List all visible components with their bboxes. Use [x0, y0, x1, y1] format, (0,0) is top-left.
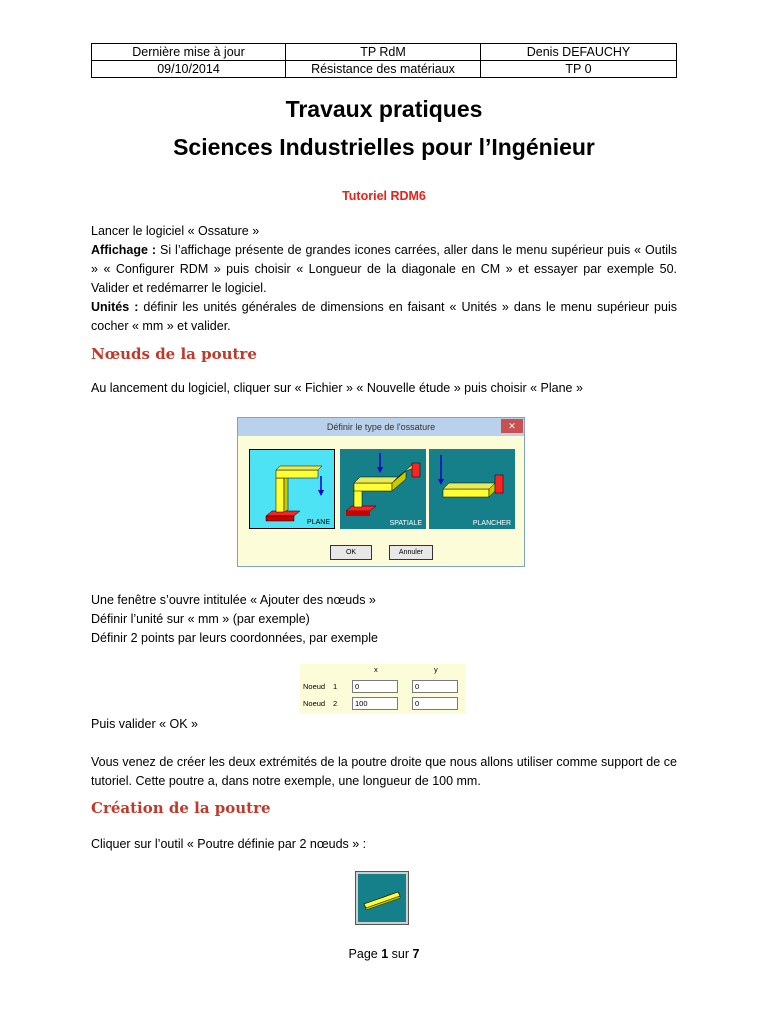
tile-label: PLANCHER: [472, 520, 511, 527]
node2-x-field[interactable]: 100: [352, 697, 398, 710]
tile-plane[interactable]: [249, 449, 335, 529]
ossature-type-dialog: [237, 417, 525, 567]
dialog-title-bar: [238, 418, 524, 436]
plane-frame-icon: [250, 450, 336, 530]
tile-label: PLANE: [307, 519, 330, 526]
spatial-frame-icon: [340, 449, 426, 529]
floor-frame-icon: [429, 449, 515, 529]
footer-page-number: 1: [381, 947, 389, 961]
column-header-x: x: [374, 665, 378, 674]
node-label: Noeud: [303, 699, 326, 708]
validate-line: Puis valider « OK »: [91, 717, 198, 731]
cancel-button[interactable]: Annuler: [389, 545, 433, 560]
header-cell-course: TP RdM: [286, 44, 481, 61]
dialog-title: Définir le type de l'ossature: [326, 422, 436, 432]
page-title-line2: Sciences Industrielles pour l’Ingénieur: [173, 134, 595, 160]
affichage-text: Si l’affichage présente de grandes icones carrées, aller dans le menu supérieur puis « Outils » « Configurer RDM » puis choisir « Longueur de la diagonale en CM » et essayer par exemple 50. Valider et redémarrer le logiciel.: [91, 243, 677, 295]
node1-x-field[interactable]: 0: [352, 680, 398, 693]
page-footer: [0, 947, 768, 961]
beam-icon: [358, 874, 406, 922]
affichage-paragraph: [91, 241, 677, 298]
tile-plancher[interactable]: [429, 449, 515, 529]
tutorial-subtitle: Tutoriel RDM6: [342, 189, 426, 203]
node-number: 2: [333, 699, 338, 708]
page-title: Travaux pratiques: [285, 96, 483, 122]
section-heading-nodes: Nœuds de la poutre: [91, 345, 257, 363]
footer-of-word: sur: [388, 947, 413, 961]
header-cell-update-label: Dernière mise à jour: [92, 44, 286, 61]
beam-tool-icon[interactable]: [356, 872, 408, 924]
header-cell-subject: Résistance des matériaux: [286, 61, 481, 78]
section-heading-beam: Création de la poutre: [91, 799, 271, 817]
node-number: 1: [333, 682, 338, 691]
close-icon[interactable]: ✕: [501, 419, 523, 433]
unites-label: Unités :: [91, 300, 139, 314]
footer-total-pages: 7: [412, 947, 420, 961]
unites-paragraph: [91, 298, 677, 336]
step-line: Définir l’unité sur « mm » (par exemple): [91, 612, 310, 626]
intro-line: Lancer le logiciel « Ossature »: [91, 224, 260, 238]
unites-text: définir les unités générales de dimensions en faisant « Unités » dans le menu supérieur puis cocher « mm » et valider.: [91, 300, 677, 333]
created-paragraph: Vous venez de créer les deux extrémités de la poutre droite que nous allons utiliser comme support de ce tutoriel. Cette poutre a, dans notre exemple, une longueur de 100 mm.: [91, 755, 677, 788]
header-cell-date: 09/10/2014: [92, 61, 286, 78]
node-label: Noeud: [303, 682, 326, 691]
node1-y-field[interactable]: 0: [412, 680, 458, 693]
node2-y-field[interactable]: 0: [412, 697, 458, 710]
header-row: [92, 61, 677, 78]
steps-paragraph: [91, 591, 677, 648]
intro-paragraph: [91, 222, 677, 336]
tool-paragraph: Cliquer sur l’outil « Poutre définie par 2 nœuds » :: [91, 837, 367, 851]
node-coordinates-panel: [300, 664, 466, 714]
header-row: [92, 44, 677, 61]
ok-button[interactable]: OK: [330, 545, 372, 560]
column-header-y: y: [434, 665, 438, 674]
tile-label: SPATIALE: [389, 520, 422, 527]
header-cell-author: Denis DEFAUCHY: [481, 44, 677, 61]
launch-paragraph: Au lancement du logiciel, cliquer sur « Fichier » « Nouvelle étude » puis choisir « Plane »: [91, 381, 583, 395]
tile-spatiale[interactable]: [340, 449, 426, 529]
step-line: Une fenêtre s’ouvre intitulée « Ajouter des nœuds »: [91, 593, 376, 607]
header-cell-tp: TP 0: [481, 61, 677, 78]
step-line: Définir 2 points par leurs coordonnées, par exemple: [91, 631, 378, 645]
footer-page-word: Page: [348, 947, 382, 961]
header-table: [91, 43, 677, 78]
affichage-label: Affichage :: [91, 243, 157, 257]
